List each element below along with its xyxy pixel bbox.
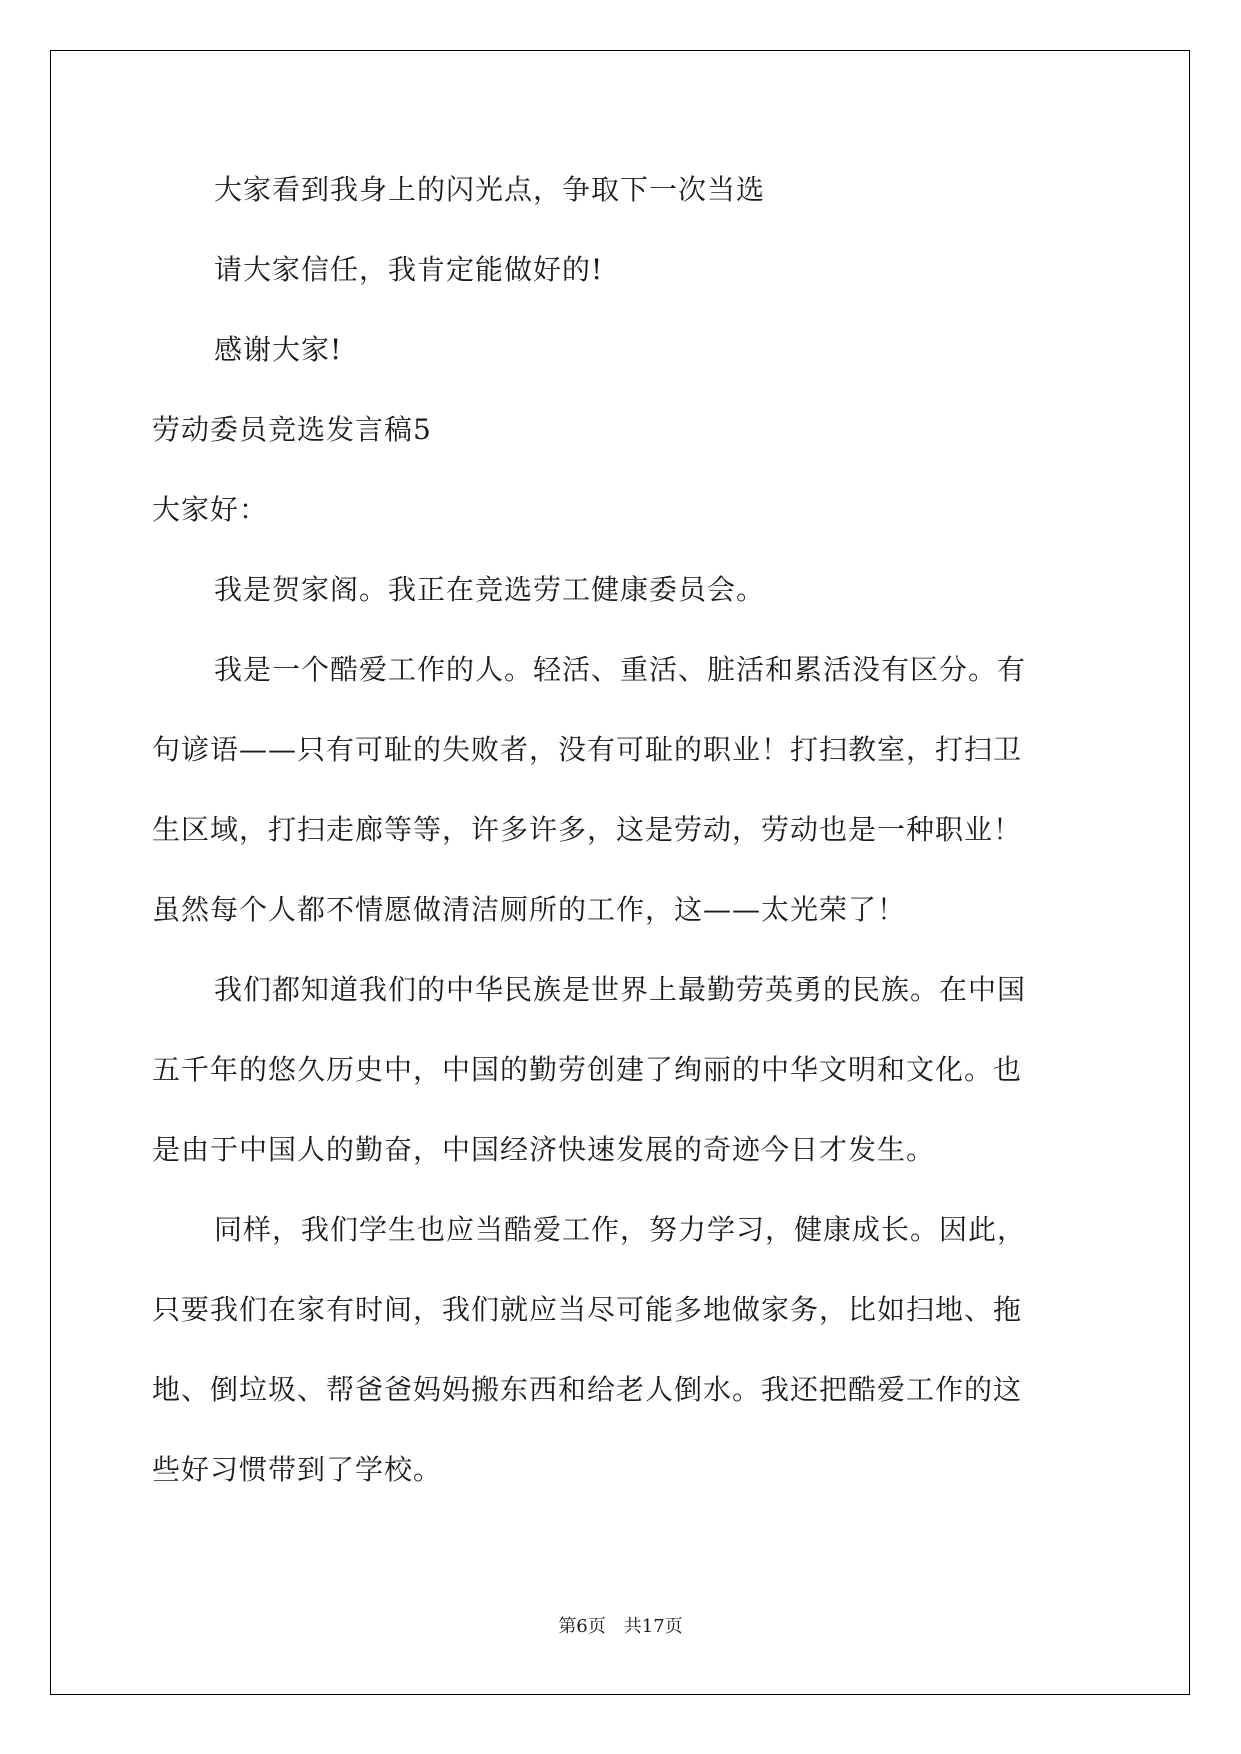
greeting-line: 大家好： bbox=[152, 493, 269, 526]
paragraph-line: 五千年的悠久历史中，中国的勤劳创建了绚丽的中华文明和文化。也 bbox=[152, 1053, 1023, 1086]
page-number-footer: 第6页 共17页 bbox=[558, 1616, 683, 1637]
paragraph-line: 生区域，打扫走廊等等，许多许多，这是劳动，劳动也是一种职业！ bbox=[152, 813, 1023, 846]
page-frame bbox=[50, 50, 1190, 1695]
paragraph-line: 是由于中国人的勤奋，中国经济快速发展的奇迹今日才发生。 bbox=[152, 1133, 936, 1166]
paragraph-line: 只要我们在家有时间，我们就应当尽可能多地做家务，比如扫地、拖 bbox=[152, 1293, 1023, 1326]
paragraph-line: 我们都知道我们的中华民族是世界上最勤劳英勇的民族。在中国 bbox=[214, 973, 1027, 1006]
section-title: 劳动委员竞选发言稿5 bbox=[152, 413, 432, 446]
paragraph-line: 感谢大家! bbox=[214, 333, 343, 366]
paragraph-line: 请大家信任，我肯定能做好的! bbox=[214, 253, 604, 286]
paragraph-line: 虽然每个人都不情愿做清洁厕所的工作，这——太光荣了！ bbox=[152, 893, 907, 926]
paragraph-line: 我是一个酷爱工作的人。轻活、重活、脏活和累活没有区分。有 bbox=[214, 653, 1027, 686]
paragraph-line: 些好习惯带到了学校。 bbox=[152, 1453, 443, 1486]
paragraph-line: 句谚语——只有可耻的失败者，没有可耻的职业！打扫教室，打扫卫 bbox=[152, 733, 1023, 766]
paragraph-line: 我是贺家阁。我正在竞选劳工健康委员会。 bbox=[214, 573, 766, 606]
paragraph-line: 大家看到我身上的闪光点，争取下一次当选 bbox=[214, 173, 766, 206]
paragraph-line: 地、倒垃圾、帮爸爸妈妈搬东西和给老人倒水。我还把酷爱工作的这 bbox=[152, 1373, 1023, 1406]
paragraph-line: 同样，我们学生也应当酷爱工作，努力学习，健康成长。因此， bbox=[214, 1213, 1027, 1246]
